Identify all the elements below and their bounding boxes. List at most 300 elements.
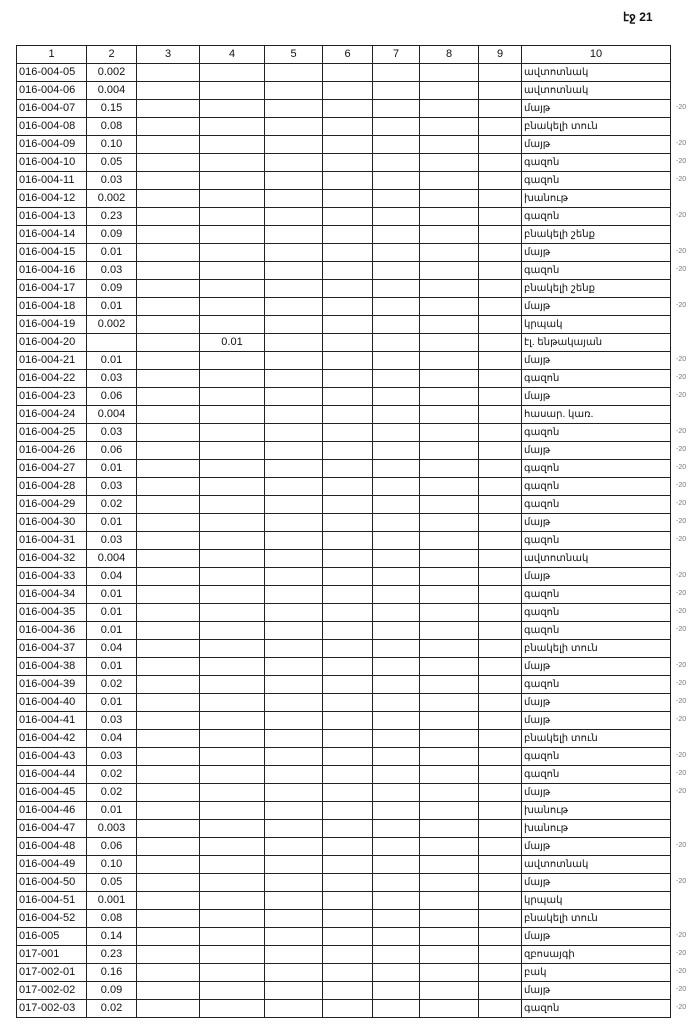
empty-cell	[420, 910, 479, 928]
empty-cell	[479, 820, 522, 838]
empty-cell	[479, 154, 522, 172]
empty-cell	[323, 370, 373, 388]
empty-cell	[420, 802, 479, 820]
cell-parcel-id: 016-004-36	[17, 622, 87, 640]
empty-cell	[265, 442, 323, 460]
empty-cell	[323, 964, 373, 982]
empty-cell	[265, 730, 323, 748]
empty-cell	[420, 406, 479, 424]
table-row	[17, 568, 671, 586]
table-row	[17, 622, 671, 640]
table-row	[17, 586, 671, 604]
empty-cell	[265, 64, 323, 82]
empty-cell	[373, 280, 420, 298]
cell-col2: 0.01	[87, 514, 137, 532]
table-row	[17, 694, 671, 712]
cell-parcel-id: 016-004-38	[17, 658, 87, 676]
empty-cell	[265, 496, 323, 514]
cell-col4	[200, 442, 265, 460]
empty-cell	[373, 442, 420, 460]
table-row	[17, 640, 671, 658]
table-row	[17, 424, 671, 442]
empty-cell	[479, 388, 522, 406]
empty-cell	[479, 982, 522, 1000]
empty-cell	[420, 604, 479, 622]
cell-land-use: մայթ	[522, 694, 671, 712]
empty-cell	[323, 244, 373, 262]
empty-cell	[479, 1000, 522, 1018]
empty-cell	[265, 622, 323, 640]
cell-col4	[200, 712, 265, 730]
empty-cell	[479, 406, 522, 424]
empty-cell	[420, 658, 479, 676]
empty-cell	[137, 964, 200, 982]
empty-cell	[479, 532, 522, 550]
empty-cell	[265, 532, 323, 550]
cell-parcel-id: 016-004-37	[17, 640, 87, 658]
empty-cell	[137, 730, 200, 748]
margin-note: -20	[676, 680, 687, 687]
cell-parcel-id: 016-004-16	[17, 262, 87, 280]
empty-cell	[373, 730, 420, 748]
empty-cell	[373, 532, 420, 550]
empty-cell	[137, 550, 200, 568]
cell-col2: 0.01	[87, 658, 137, 676]
empty-cell	[323, 802, 373, 820]
empty-cell	[323, 334, 373, 352]
empty-cell	[479, 208, 522, 226]
empty-cell	[479, 802, 522, 820]
empty-cell	[479, 604, 522, 622]
margin-note: -20	[676, 518, 687, 525]
margin-note: -20	[676, 176, 687, 183]
table-row	[17, 748, 671, 766]
empty-cell	[265, 784, 323, 802]
empty-cell	[265, 586, 323, 604]
cell-land-use: բնակելի տուն	[522, 640, 671, 658]
cell-parcel-id: 017-002-02	[17, 982, 87, 1000]
empty-cell	[137, 118, 200, 136]
cell-land-use: մայթ	[522, 838, 671, 856]
empty-cell	[373, 82, 420, 100]
empty-cell	[323, 154, 373, 172]
cell-land-use: գազոն	[522, 208, 671, 226]
empty-cell	[479, 712, 522, 730]
cell-col2: 0.01	[87, 586, 137, 604]
margin-note: -20	[676, 788, 687, 795]
empty-cell	[373, 586, 420, 604]
table-row	[17, 226, 671, 244]
cell-col2: 0.01	[87, 802, 137, 820]
empty-cell	[479, 100, 522, 118]
empty-cell	[479, 964, 522, 982]
empty-cell	[137, 82, 200, 100]
empty-cell	[373, 748, 420, 766]
table-row	[17, 964, 671, 982]
empty-cell	[479, 640, 522, 658]
cell-col4	[200, 928, 265, 946]
empty-cell	[479, 910, 522, 928]
table-row	[17, 82, 671, 100]
cell-land-use: գազոն	[522, 748, 671, 766]
margin-note: -20	[676, 428, 687, 435]
empty-cell	[137, 208, 200, 226]
empty-cell	[137, 856, 200, 874]
empty-cell	[137, 838, 200, 856]
empty-cell	[420, 982, 479, 1000]
margin-note: -20	[676, 464, 687, 471]
cell-col4	[200, 460, 265, 478]
empty-cell	[265, 712, 323, 730]
empty-cell	[420, 118, 479, 136]
cell-col4	[200, 316, 265, 334]
empty-cell	[479, 550, 522, 568]
cell-col2: 0.02	[87, 676, 137, 694]
empty-cell	[479, 784, 522, 802]
empty-cell	[479, 856, 522, 874]
empty-cell	[420, 550, 479, 568]
cell-land-use: մայթ	[522, 874, 671, 892]
table-row	[17, 658, 671, 676]
empty-cell	[373, 298, 420, 316]
cell-parcel-id: 016-004-13	[17, 208, 87, 226]
cell-col2: 0.02	[87, 766, 137, 784]
cell-col4	[200, 406, 265, 424]
table-row	[17, 676, 671, 694]
margin-note: -20	[676, 968, 687, 975]
cell-parcel-id: 016-004-40	[17, 694, 87, 712]
empty-cell	[479, 442, 522, 460]
empty-cell	[373, 226, 420, 244]
cell-col4	[200, 64, 265, 82]
cell-col4	[200, 982, 265, 1000]
cell-col2: 0.01	[87, 244, 137, 262]
empty-cell	[137, 298, 200, 316]
cell-parcel-id: 016-004-12	[17, 190, 87, 208]
empty-cell	[265, 604, 323, 622]
empty-cell	[265, 748, 323, 766]
empty-cell	[479, 478, 522, 496]
empty-cell	[420, 316, 479, 334]
cell-land-use: բակ	[522, 964, 671, 982]
empty-cell	[373, 334, 420, 352]
table-row	[17, 208, 671, 226]
table-row	[17, 874, 671, 892]
empty-cell	[265, 964, 323, 982]
land-parcel-table	[16, 45, 671, 1018]
margin-note: -20	[676, 374, 687, 381]
empty-cell	[265, 892, 323, 910]
table-row	[17, 118, 671, 136]
empty-cell	[323, 64, 373, 82]
empty-cell	[323, 1000, 373, 1018]
empty-cell	[323, 406, 373, 424]
empty-cell	[265, 820, 323, 838]
empty-cell	[373, 118, 420, 136]
column-header-7: 7	[373, 46, 420, 64]
empty-cell	[420, 226, 479, 244]
table-row	[17, 784, 671, 802]
page-number: էջ 21	[623, 10, 653, 24]
empty-cell	[323, 892, 373, 910]
empty-cell	[137, 226, 200, 244]
empty-cell	[137, 820, 200, 838]
empty-cell	[479, 748, 522, 766]
empty-cell	[265, 100, 323, 118]
cell-col2: 0.003	[87, 820, 137, 838]
empty-cell	[323, 262, 373, 280]
empty-cell	[420, 280, 479, 298]
empty-cell	[420, 172, 479, 190]
cell-col4	[200, 478, 265, 496]
empty-cell	[137, 244, 200, 262]
cell-col2: 0.004	[87, 406, 137, 424]
cell-col2: 0.03	[87, 262, 137, 280]
empty-cell	[137, 334, 200, 352]
empty-cell	[479, 244, 522, 262]
empty-cell	[420, 352, 479, 370]
cell-col4	[200, 100, 265, 118]
cell-land-use: գազոն	[522, 460, 671, 478]
empty-cell	[479, 622, 522, 640]
cell-col4	[200, 388, 265, 406]
table-row	[17, 712, 671, 730]
empty-cell	[373, 622, 420, 640]
empty-cell	[137, 424, 200, 442]
table-body	[17, 64, 671, 1018]
column-header-3: 3	[137, 46, 200, 64]
empty-cell	[137, 496, 200, 514]
empty-cell	[479, 280, 522, 298]
empty-cell	[420, 100, 479, 118]
cell-col4: 0.01	[200, 334, 265, 352]
empty-cell	[420, 478, 479, 496]
empty-cell	[265, 316, 323, 334]
empty-cell	[373, 136, 420, 154]
empty-cell	[373, 658, 420, 676]
empty-cell	[323, 766, 373, 784]
cell-parcel-id: 016-004-25	[17, 424, 87, 442]
cell-parcel-id: 016-004-11	[17, 172, 87, 190]
empty-cell	[137, 946, 200, 964]
margin-note: -20	[676, 266, 687, 273]
cell-land-use: ավտոտնակ	[522, 64, 671, 82]
empty-cell	[373, 190, 420, 208]
empty-cell	[265, 946, 323, 964]
empty-cell	[479, 568, 522, 586]
column-header-10: 10	[522, 46, 671, 64]
empty-cell	[137, 514, 200, 532]
empty-cell	[420, 370, 479, 388]
cell-col4	[200, 280, 265, 298]
cell-col2: 0.05	[87, 154, 137, 172]
cell-land-use: զբոսայգի	[522, 946, 671, 964]
cell-land-use: գազոն	[522, 586, 671, 604]
cell-col2: 0.06	[87, 442, 137, 460]
cell-col4	[200, 154, 265, 172]
cell-land-use: գազոն	[522, 766, 671, 784]
empty-cell	[137, 172, 200, 190]
column-header-1: 1	[17, 46, 87, 64]
cell-col2: 0.10	[87, 856, 137, 874]
table-row	[17, 262, 671, 280]
margin-note: -20	[676, 662, 687, 669]
empty-cell	[265, 82, 323, 100]
empty-cell	[479, 172, 522, 190]
cell-col4	[200, 730, 265, 748]
cell-parcel-id: 016-004-39	[17, 676, 87, 694]
empty-cell	[323, 604, 373, 622]
empty-cell	[479, 838, 522, 856]
cell-parcel-id: 016-004-31	[17, 532, 87, 550]
cell-parcel-id: 016-004-18	[17, 298, 87, 316]
empty-cell	[373, 892, 420, 910]
empty-cell	[373, 262, 420, 280]
empty-cell	[265, 280, 323, 298]
table-row	[17, 370, 671, 388]
empty-cell	[373, 802, 420, 820]
cell-land-use: ավտոտնակ	[522, 550, 671, 568]
margin-note: -20	[676, 572, 687, 579]
cell-parcel-id: 016-004-15	[17, 244, 87, 262]
cell-parcel-id: 016-004-35	[17, 604, 87, 622]
margin-note: -20	[676, 392, 687, 399]
cell-land-use: մայթ	[522, 784, 671, 802]
empty-cell	[373, 352, 420, 370]
empty-cell	[137, 694, 200, 712]
empty-cell	[420, 514, 479, 532]
empty-cell	[420, 748, 479, 766]
cell-col2: 0.23	[87, 946, 137, 964]
header-row	[17, 46, 671, 64]
cell-col2: 0.02	[87, 784, 137, 802]
empty-cell	[420, 712, 479, 730]
cell-parcel-id: 016-004-27	[17, 460, 87, 478]
margin-note: -20	[676, 752, 687, 759]
cell-col4	[200, 766, 265, 784]
cell-col4	[200, 244, 265, 262]
table-row	[17, 190, 671, 208]
empty-cell	[479, 694, 522, 712]
table-row	[17, 514, 671, 532]
empty-cell	[137, 658, 200, 676]
cell-parcel-id: 017-001	[17, 946, 87, 964]
empty-cell	[137, 748, 200, 766]
empty-cell	[373, 370, 420, 388]
cell-land-use: բնակելի տուն	[522, 910, 671, 928]
empty-cell	[323, 928, 373, 946]
table-row	[17, 532, 671, 550]
cell-col4	[200, 946, 265, 964]
empty-cell	[137, 154, 200, 172]
cell-land-use: գազոն	[522, 172, 671, 190]
empty-cell	[265, 856, 323, 874]
empty-cell	[323, 100, 373, 118]
cell-col2	[87, 334, 137, 352]
cell-col4	[200, 172, 265, 190]
empty-cell	[323, 550, 373, 568]
cell-col4	[200, 748, 265, 766]
empty-cell	[373, 208, 420, 226]
empty-cell	[373, 64, 420, 82]
column-header-9: 9	[479, 46, 522, 64]
empty-cell	[373, 1000, 420, 1018]
empty-cell	[479, 118, 522, 136]
cell-col4	[200, 694, 265, 712]
margin-note: -20	[676, 770, 687, 777]
empty-cell	[479, 496, 522, 514]
empty-cell	[265, 694, 323, 712]
empty-cell	[265, 154, 323, 172]
cell-parcel-id: 016-004-21	[17, 352, 87, 370]
table-row	[17, 604, 671, 622]
cell-parcel-id: 016-004-51	[17, 892, 87, 910]
empty-cell	[479, 298, 522, 316]
cell-parcel-id: 016-004-41	[17, 712, 87, 730]
cell-parcel-id: 016-004-30	[17, 514, 87, 532]
empty-cell	[265, 460, 323, 478]
cell-parcel-id: 016-004-23	[17, 388, 87, 406]
empty-cell	[323, 388, 373, 406]
table-row	[17, 100, 671, 118]
empty-cell	[373, 856, 420, 874]
empty-cell	[479, 352, 522, 370]
cell-col2: 0.001	[87, 892, 137, 910]
empty-cell	[323, 514, 373, 532]
empty-cell	[420, 496, 479, 514]
table-row	[17, 298, 671, 316]
cell-col4	[200, 298, 265, 316]
empty-cell	[420, 928, 479, 946]
cell-col2: 0.03	[87, 748, 137, 766]
cell-col4	[200, 532, 265, 550]
cell-land-use: գազոն	[522, 604, 671, 622]
cell-col4	[200, 424, 265, 442]
cell-parcel-id: 016-004-49	[17, 856, 87, 874]
empty-cell	[265, 982, 323, 1000]
table-row	[17, 478, 671, 496]
cell-land-use: խանութ	[522, 820, 671, 838]
cell-col2: 0.04	[87, 730, 137, 748]
margin-note: -20	[676, 158, 687, 165]
cell-land-use: մայթ	[522, 388, 671, 406]
table-row	[17, 802, 671, 820]
cell-parcel-id: 016-004-24	[17, 406, 87, 424]
cell-col2: 0.01	[87, 604, 137, 622]
empty-cell	[373, 946, 420, 964]
empty-cell	[420, 154, 479, 172]
empty-cell	[323, 172, 373, 190]
cell-col4	[200, 604, 265, 622]
empty-cell	[420, 892, 479, 910]
empty-cell	[420, 64, 479, 82]
cell-col4	[200, 352, 265, 370]
cell-land-use: գազոն	[522, 424, 671, 442]
empty-cell	[479, 586, 522, 604]
empty-cell	[323, 136, 373, 154]
empty-cell	[323, 532, 373, 550]
empty-cell	[479, 262, 522, 280]
table-row	[17, 280, 671, 298]
margin-note: -20	[676, 140, 687, 147]
empty-cell	[373, 154, 420, 172]
empty-cell	[373, 478, 420, 496]
empty-cell	[137, 766, 200, 784]
cell-col2: 0.10	[87, 136, 137, 154]
empty-cell	[420, 532, 479, 550]
cell-parcel-id: 016-004-10	[17, 154, 87, 172]
empty-cell	[479, 190, 522, 208]
